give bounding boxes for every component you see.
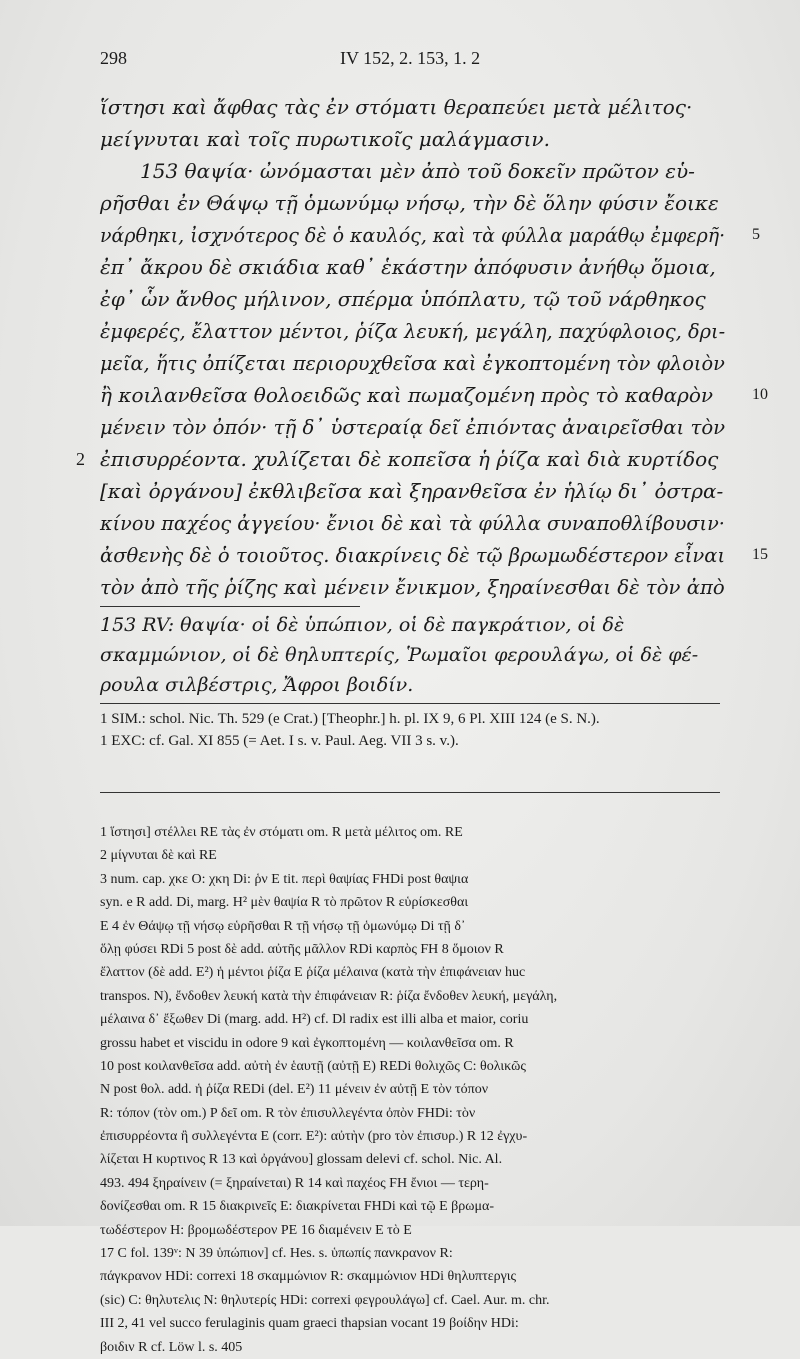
text-line-content: νάρθηκι, ἰσχνότερος δὲ ὁ καυλός, καὶ τὰ φύλλα μαράθῳ ἐμφερῆ· bbox=[100, 223, 726, 247]
apparatus-line: (sic) C: θηλυτελις N: θηλυτερίς HDi: correxi φεγρουλάγω] cf. Cael. Aur. m. chr. bbox=[100, 1292, 550, 1308]
apparatus-line: N post θολ. add. ἡ ῥίζα REDi (del. E²) 11 μένειν ἐν αὐτῇ E τὸν τόπον bbox=[100, 1082, 489, 1098]
text-line-content: ἀσθενὴς δὲ ὁ τοιοῦτος. διακρίνεις δὲ τῷ βρωμωδέστερον εἶναι bbox=[100, 543, 726, 567]
apparatus-line: δονίζεσθαι om. R 15 διακρινεῖς E: διακρίνεται FHDi καὶ τῷ E βρωμα- bbox=[100, 1199, 495, 1215]
text-line-content: ἐμφερές, ἔλαττον μέντοι, ῥίζα λευκή, μεγάλη, παχύφλοιος, δρι- bbox=[100, 319, 726, 343]
apparatus-line: syn. e R add. Di, marg. H² μὲν θαψία R τὸ πρῶτον R εὑρίσκεσθαι bbox=[100, 895, 469, 911]
text-line-content: ρῆσθαι ἐν Θάψῳ τῇ ὁμωνύμῳ νήσῳ, τὴν δὲ ὅλην φύσιν ἔοικε bbox=[100, 191, 719, 215]
apparatus-line: R: τόπον (τὸν om.) P δεῖ om. R τὸν ἐπισυλλεγέντα ὀπὸν FHDi: τὸν bbox=[100, 1105, 476, 1121]
apparatus-line: λίζεται H κυρτινος R 13 καὶ ὀργάνου] glossam delevi cf. schol. Nic. Al. bbox=[100, 1152, 503, 1168]
text-line bbox=[100, 475, 732, 507]
text-line bbox=[100, 91, 732, 123]
apparatus-line: 1 ἵστησι] στέλλει RE τὰς ἐν στόματι om. R μετὰ μέλιτος om. RE bbox=[100, 825, 463, 840]
page-header bbox=[100, 48, 720, 74]
text-line-content: ἵστησι καὶ ἄφθας τὰς ἐν στόματι θεραπεύει μετὰ μέλιτος· bbox=[100, 95, 693, 119]
text-line-content: μένειν τὸν ὀπόν· τῇ δ᾽ ὑστεραίᾳ δεῖ ἐπιόντας ἀναιρεῖσθαι τὸν bbox=[100, 415, 726, 439]
running-reference: IV 152, 2. 153, 1. 2 bbox=[340, 48, 481, 68]
synonyms-rule-top bbox=[100, 606, 360, 607]
line-number: 5 bbox=[752, 226, 760, 243]
text-line bbox=[100, 155, 732, 187]
apparatus-line: transpos. N), ἔνδοθεν λευκή κατὰ τὴν ἐπιφάνειαν R: ῥίζα ἔνδοθεν λευκή, μεγάλη, bbox=[100, 988, 558, 1004]
line-number: 10 bbox=[752, 386, 768, 403]
text-line-content: 153 θαψία· ὠνόμασται μὲν ἀπὸ τοῦ δοκεῖν πρῶτον εὑ- bbox=[140, 159, 695, 183]
text-line bbox=[100, 379, 768, 411]
text-line bbox=[100, 507, 732, 539]
apparatus-line: III 2, 41 vel succo ferulaginis quam graeci thapsian vocant 19 βοίδην HDi: bbox=[100, 1316, 519, 1332]
text-line bbox=[100, 251, 732, 283]
text-line-content: μείγνυται καὶ τοῖς πυρωτικοῖς μαλάγμασιν. bbox=[100, 127, 550, 151]
text-line bbox=[100, 123, 732, 155]
apparatus-line: 493. 494 ξηραίνειν (= ξηραίνεται) R 14 καὶ παχέος FH ἔνιοι — τερη- bbox=[100, 1175, 489, 1191]
synonym-line: 153 RV: θαψία· οἱ δὲ ὑπώπιον, οἱ δὲ παγκράτιον, οἱ δὲ bbox=[100, 614, 625, 636]
apparatus-line: 10 post κοιλανθεῖσα add. αὐτὴ ἐν ἑαυτῇ (αὐτῇ E) REDi θολιχῶς C: θολικῶς bbox=[100, 1058, 526, 1074]
source-line: 1 EXC: cf. Gal. XI 855 (= Aet. I s. v. Paul. Aeg. VII 3 s. v.). bbox=[100, 733, 459, 749]
sources-rule-top bbox=[100, 703, 720, 704]
apparatus-line: τωδέστερον H: βρομωδέστερον PE 16 διαμένειν E τὸ E bbox=[100, 1222, 412, 1238]
apparatus-line: ὅλῃ φύσει RDi 5 post δὲ add. αὐτῆς μᾶλλον RDi καρπὸς FH 8 ὅμοιον R bbox=[100, 941, 504, 957]
text-line-content: ἢ κοιλανθεῖσα θολοειδῶς καὶ πωμαζομένη πρὸς τὸ καθαρὸν bbox=[100, 383, 714, 407]
page-number: 298 bbox=[100, 48, 127, 68]
synonyms-block bbox=[100, 610, 732, 700]
apparatus-line: πάγκρανον HDi: correxi 18 σκαμμώνιον R: σκαμμώνιον HDi θηλυπτεργις bbox=[100, 1269, 517, 1285]
apparatus-line: ἐπισυρρέοντα ἢ συλλεγέντα E (corr. E²): αὐτὴν (pro τὸν ἐπισυρ.) R 12 ἐγχυ- bbox=[100, 1129, 528, 1145]
text-line bbox=[100, 539, 768, 571]
text-line bbox=[100, 219, 760, 251]
apparatus-line: βοιδιν R cf. Löw l. s. 405 bbox=[100, 1339, 243, 1355]
sources-block bbox=[100, 708, 720, 752]
line-number: 15 bbox=[752, 546, 768, 563]
synonym-line: σκαμμώνιον, οἱ δὲ θηλυπτερίς, Ῥωμαῖοι φερουλάγω, οἱ δὲ φέ- bbox=[100, 644, 699, 666]
apparatus-line: E 4 ἐν Θάψῳ τῇ νήσῳ εὑρῆσθαι R τῇ νήσῳ τῇ ὁμωνύμῳ Di τῇ δ᾽ bbox=[100, 918, 466, 934]
text-line bbox=[100, 347, 732, 379]
text-line-content: ἐφ᾽ ὧν ἄνθος μήλινον, σπέρμα ὑπόπλατυ, τῷ τοῦ νάρθηκος bbox=[100, 287, 706, 311]
main-text bbox=[76, 91, 768, 603]
text-line bbox=[76, 443, 732, 475]
text-line-content: μεῖα, ἥτις ὀπίζεται περιορυχθεῖσα καὶ ἐγκοπτομένη τὸν φλοιὸν bbox=[100, 351, 725, 375]
synonym-line: ρουλα σιλβέστρις, Ἄφροι βοιδίν. bbox=[100, 674, 414, 696]
text-line bbox=[100, 315, 732, 347]
text-line-content: [καὶ ὀργάνου] ἐκθλιβεῖσα καὶ ξηρανθεῖσα ἐν ἡλίῳ δι᾽ ὀστρα- bbox=[100, 479, 724, 503]
apparatus-line: ἔλαττον (δὲ add. E²) ἡ μέντοι ῥίζα E ῥίζα μέλαινα (κατὰ τὴν ἐπιφάνειαν huc bbox=[100, 965, 526, 981]
text-line bbox=[100, 411, 732, 443]
text-line bbox=[100, 571, 732, 603]
margin-number: 2 bbox=[76, 449, 85, 469]
critical-apparatus bbox=[100, 821, 720, 1359]
text-line-content: ἐπ᾽ ἄκρου δὲ σκιάδια καθ᾽ ἑκάστην ἀπόφυσιν ἀνήθῳ ὅμοια, bbox=[100, 255, 716, 279]
apparatus-line: μέλαινα δ᾽ ἔξωθεν Di (marg. add. H²) cf. Dl radix est illi alba et maior, coriu bbox=[100, 1012, 529, 1028]
text-line-content: ἐπισυρρέοντα. χυλίζεται δὲ κοπεῖσα ἡ ῥίζα καὶ διὰ κυρτίδος bbox=[100, 447, 719, 471]
text-line-content: τὸν ἀπὸ τῆς ῥίζης καὶ μένειν ἔνικμον, ξηραίνεσθαι δὲ τὸν ἀπὸ bbox=[100, 575, 725, 599]
text-line bbox=[100, 283, 732, 315]
apparatus-rule-top bbox=[100, 792, 720, 793]
apparatus-line: 3 num. cap. χκε O: χκη Di: ῥν E tit. περὶ θαψίας FHDi post θαψια bbox=[100, 871, 469, 887]
apparatus-line: 17 C fol. 139ᵛ: N 39 ὑπώπιον] cf. Hes. s. ὑπωπίς πανκρανον R: bbox=[100, 1246, 453, 1262]
text-line-content: κίνου παχέος ἀγγείου· ἔνιοι δὲ καὶ τὰ φύλλα συναποθλίβουσιν· bbox=[100, 511, 725, 535]
source-line: 1 SIM.: schol. Nic. Th. 529 (e Crat.) [Theophr.] h. pl. IX 9, 6 Pl. XIII 124 (e S. N.). bbox=[100, 711, 600, 727]
text-line bbox=[100, 187, 732, 219]
apparatus-line: grossu habet et viscidu in odore 9 καὶ ἐγκοπτομένη — κοιλανθεῖσα om. R bbox=[100, 1035, 514, 1051]
apparatus-line: 2 μίγνυται δὲ καὶ RE bbox=[100, 848, 217, 864]
